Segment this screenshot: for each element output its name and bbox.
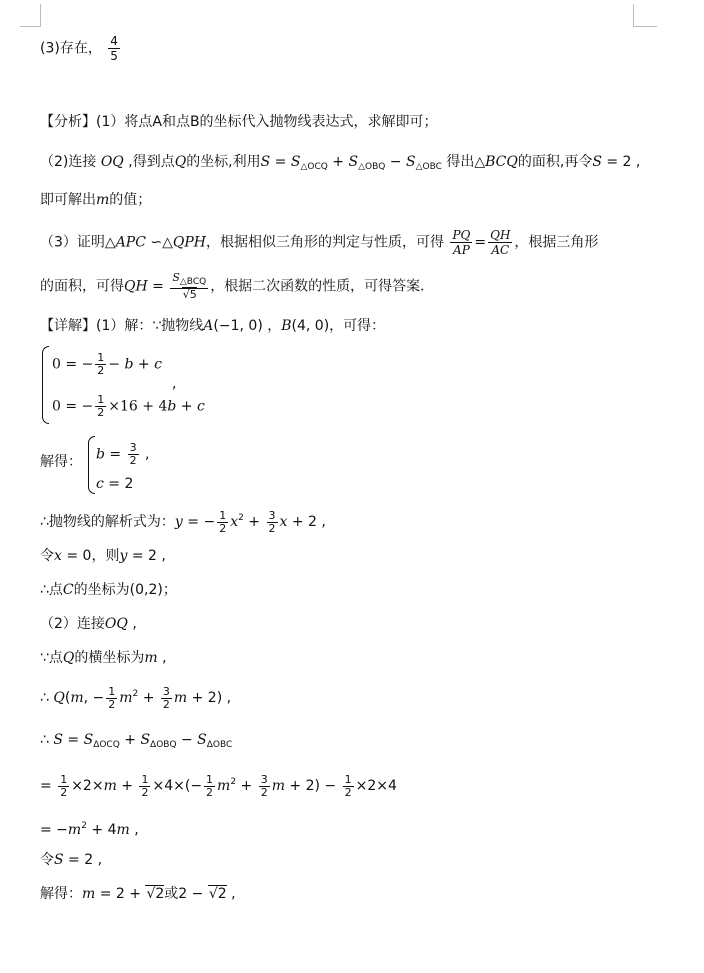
part2-connect: （2）连接OQ , bbox=[40, 616, 137, 632]
solve-label: 解得： bbox=[40, 454, 82, 470]
analysis-line-5: 的面积，可得QH = $\frac{S_{\triangle BCQ}}{√5}$ ，根据二次函数的性质，可得答案． bbox=[40, 271, 435, 301]
detail-line-1: 【详解】(1）解：∵抛物线A(−1, 0) ，B(4, 0)，可得： bbox=[40, 318, 386, 334]
system-brace-1 bbox=[42, 346, 49, 424]
point-c-coords: ∴点C的坐标为(0,2)； bbox=[40, 582, 177, 598]
let-x-zero: 令x = 0，则y = 2 , bbox=[40, 548, 166, 564]
m-solution: 解得：m = 2 + √2或2 − √2 , bbox=[40, 886, 236, 902]
corner-mark-right bbox=[633, 4, 634, 26]
parabola-expression: ∴抛物线的解析式为：y = − $\frac{1}{2}$ $x^2$ + $\frac{3}{2}$ x + 2 , bbox=[40, 508, 326, 535]
part3-answer-text: (3)存在， bbox=[40, 40, 102, 57]
system-comma: , bbox=[172, 376, 177, 392]
corner-mark-right-h bbox=[633, 26, 657, 27]
area-expansion: = $\frac{1}{2}$ ×2×m + $\frac{1}{2}$ ×4×(− $\frac{1}{2}$ $m^2$ + $\frac{3}{2}$ m + 2) − $\frac{1}{2}$ ×2×4 bbox=[40, 772, 397, 799]
let-s-two: 令S = 2 , bbox=[40, 852, 103, 868]
solution-c: c = 2 bbox=[96, 476, 134, 492]
analysis-line-1: 【分析】(1）将点A和点B的坐标代入抛物线表达式，求解即可； bbox=[40, 114, 438, 130]
solution-b: b = $\frac{3}{2}$ , bbox=[96, 441, 150, 467]
corner-mark-left-h bbox=[20, 26, 41, 27]
analysis-line-4: （3）证明△APC ∽△QPH，根据相似三角形的判定与性质，可得 $\frac{PQ}{AP}$ = $\frac{QH}{AC}$ ，根据三角形 bbox=[40, 228, 599, 257]
corner-mark-left bbox=[40, 4, 41, 26]
area-simplified: = $-m^2 + 4m$ , bbox=[40, 821, 139, 838]
equation-2: 0 = − $\frac{1}{2}$ ×16 + 4b + c bbox=[52, 393, 205, 419]
q-coordinates: ∴ Q(m, − $\frac{1}{2}$ $m^2$ + $\frac{3}{2}$ m + 2) , bbox=[40, 684, 232, 711]
q-abscissa: ∵点Q的横坐标为m , bbox=[40, 650, 167, 666]
system-brace-2 bbox=[88, 436, 95, 494]
analysis-line-3: 即可解出m的值； bbox=[40, 192, 152, 208]
area-formula: ∴ $S = S_{\Delta OCQ} + S_{\Delta OBQ} - S_{\Delta OBC}$ bbox=[40, 732, 233, 750]
equation-1: 0 = − $\frac{1}{2}$ − b + c bbox=[52, 351, 162, 377]
analysis-line-2: （2)连接 OQ ,得到点Q的坐标,利用$S = S_{\triangle OCQ} + S_{\triangle OBQ} - S_{\triangle OBC}$ 得出△BCQ的面积,再令S = 2 , bbox=[40, 154, 641, 172]
part3-answer bbox=[40, 34, 122, 63]
fraction-4-5: $\frac{4}{5}$ bbox=[110, 34, 118, 63]
